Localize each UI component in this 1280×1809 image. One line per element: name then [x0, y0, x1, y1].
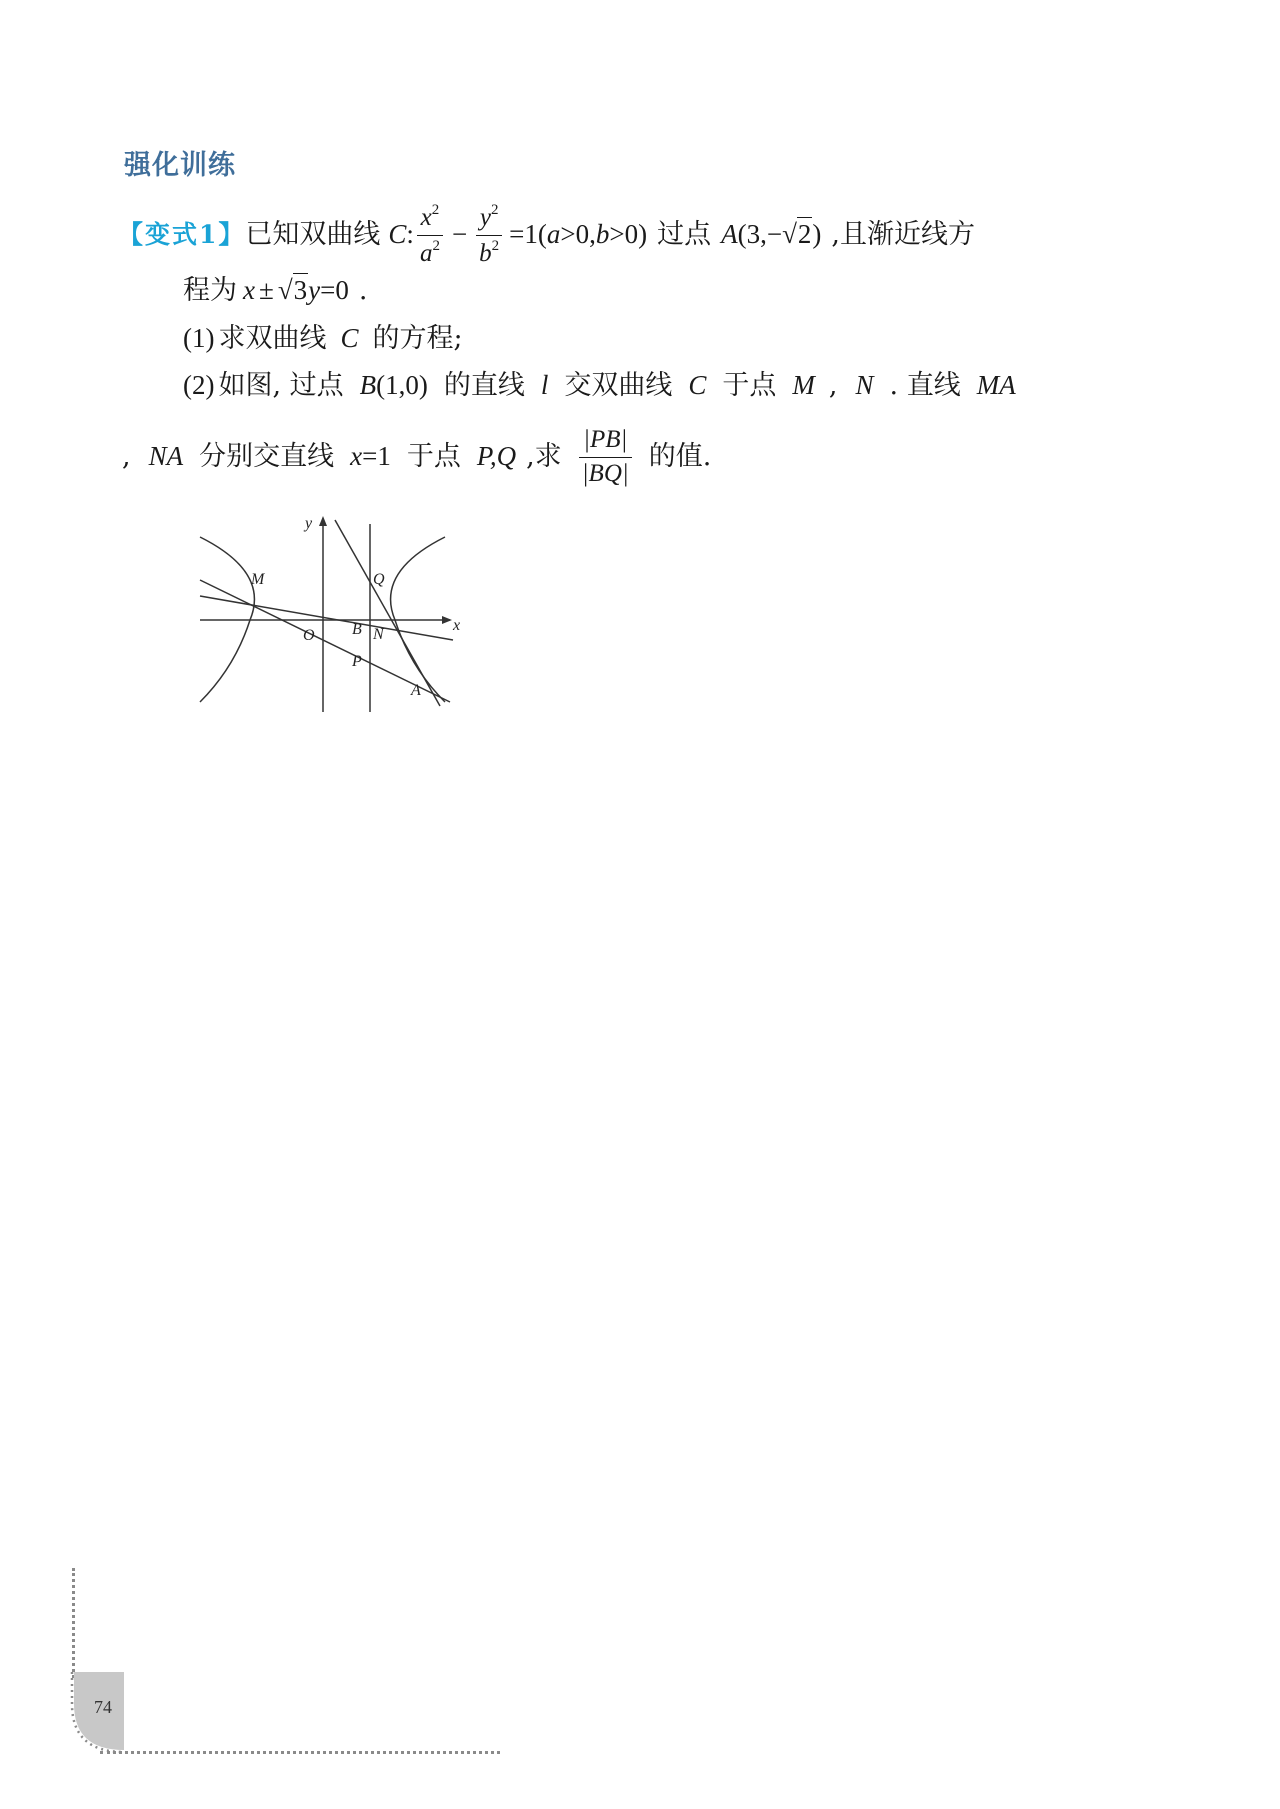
sub-question-label: (2) [183, 370, 215, 400]
var-b: b [595, 218, 610, 249]
text: 已知双曲线 [245, 218, 381, 250]
coord: (1,0) [376, 370, 428, 400]
point-B: B [359, 370, 377, 400]
var-a: a [546, 218, 561, 249]
text: 的值. [648, 440, 712, 472]
coord: (3,− [737, 218, 783, 249]
label-x: x [453, 617, 461, 634]
problem-line-3 [183, 325, 463, 352]
equals-zero: =0 [320, 275, 349, 305]
colon: : [406, 218, 414, 249]
denominator: |BQ| [581, 459, 629, 487]
dotted-border-horizontal [100, 1751, 500, 1754]
exponent: 2 [491, 237, 500, 254]
sub-question-label: (1) [183, 323, 215, 353]
y-axis-arrow [319, 516, 327, 526]
comma: , [828, 370, 838, 401]
curve-symbol: C [688, 370, 707, 400]
radicand: 3 [293, 275, 308, 305]
line-NA: NA [148, 440, 184, 471]
page-number: 74 [94, 1697, 112, 1717]
section-title: 强化训练 [124, 150, 236, 181]
coord: ) [812, 218, 822, 249]
text: . [358, 275, 368, 306]
text: 的直线 [443, 370, 525, 401]
minus: − [451, 218, 468, 249]
fraction-x2-a2 [417, 202, 443, 269]
exponent: 2 [431, 202, 440, 218]
text: 于点 [722, 370, 777, 401]
equals-one: =1 [362, 440, 391, 471]
equals-one: =1( [509, 218, 547, 249]
condition: >0, [560, 218, 596, 249]
hyperbola-figure [195, 512, 465, 712]
label-P: P [352, 653, 362, 670]
var-x: x [243, 275, 255, 305]
line-l: l [540, 370, 549, 400]
label-Q: Q [373, 571, 385, 588]
text: 的方程; [372, 323, 463, 354]
text: 过点 [657, 218, 712, 250]
label-B: B [352, 621, 362, 638]
denominator: b [479, 239, 492, 267]
text: 如图, 过点 [218, 370, 344, 401]
label-O: O [303, 627, 315, 644]
problem-line-1 [118, 202, 975, 269]
label-N: N [373, 626, 384, 643]
label-y: y [305, 515, 313, 532]
label-A: A [411, 682, 421, 699]
text: ,且渐近线方 [831, 218, 975, 250]
text: 于点 [406, 440, 461, 472]
plus-minus: ± [258, 275, 274, 305]
radicand: 2 [797, 218, 812, 249]
problem-line-2 [183, 277, 367, 304]
text: 交双曲线 [564, 370, 673, 401]
problem-tag: 【变式1】 [118, 219, 246, 249]
x-axis-arrow [442, 616, 452, 624]
comma: , [122, 440, 131, 472]
dotted-border-vertical [72, 1568, 75, 1678]
text: 分别交直线 [199, 440, 335, 472]
exponent: 2 [432, 237, 440, 254]
denominator: a [419, 239, 433, 267]
sqrt-2: √2 [782, 218, 812, 249]
point-A: A [721, 218, 738, 249]
line-MA: MA [976, 370, 1016, 400]
numerator: |PB| [579, 426, 632, 458]
line-MN [200, 596, 453, 640]
label-M: M [251, 571, 265, 588]
curve-symbol: C [388, 218, 407, 249]
sqrt-3: √3 [277, 275, 308, 305]
problem-line-4 [183, 372, 1016, 399]
var-y: y [308, 275, 321, 305]
numerator: y [479, 204, 491, 231]
line-NA [335, 520, 440, 706]
problem-line-5 [122, 426, 711, 489]
fraction-y2-b2 [476, 202, 502, 269]
points-PQ: P,Q [476, 440, 517, 471]
condition: >0) [609, 218, 648, 249]
point-N: N [855, 370, 874, 400]
text: 程为 [183, 275, 237, 306]
fraction-PB-BQ [579, 426, 632, 489]
text: 求双曲线 [218, 323, 327, 354]
text: ,求 [526, 440, 562, 472]
numerator: x [420, 204, 432, 231]
point-M: M [792, 370, 815, 400]
var-x: x [350, 440, 363, 471]
text: . 直线 [889, 370, 961, 401]
curve-symbol: C [340, 323, 359, 353]
exponent: 2 [490, 202, 499, 218]
